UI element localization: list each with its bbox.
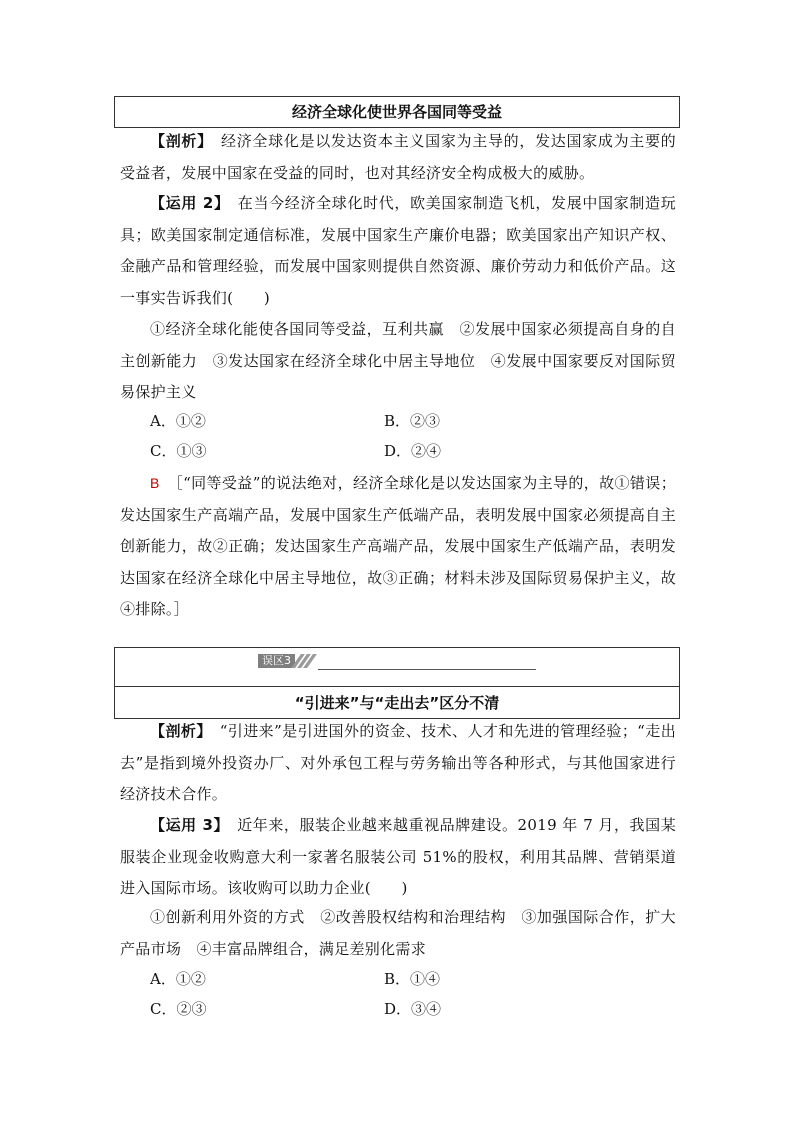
question-2-tag: 【运用 2】 [150,194,223,212]
question-2-explanation [120,468,676,626]
analysis-tag-2: 【剖析】 [150,722,205,740]
question-2-statements: ①经济全球化能使各国同等受益，互利共赢 ②发展中国家必须提高自身的自主创新能力 ③发达国家在经济全球化中居主导地位 ④发展中国家要反对国际贸易保护主义 [120,320,676,401]
zone-label [258,654,314,668]
analysis-text-2: “引进来”是引进国外的资金、技术、人才和先进的管理经验；“走出去”是指到境外投资办厂、对外承包工程与劳务输出等各种形式，与其他国家进行经济技术合作。 [120,722,677,803]
zone-chip: 误区3 [258,654,295,668]
question-2-text: 在当今经济全球化时代，欧美国家制造飞机，发展中国家制造玩具；欧美国家制定通信标准，发展中国家生产廉价电器；欧美国家出产知识产权、金融产品和管理经验，而发展中国家则提供自然资源、廉价劳动力和低价产品。这一事实告诉我们( ) [120,194,676,307]
question-3-option-b: B．①④ [384,970,441,988]
section-2-header-box [114,647,680,719]
question-2-option-d: D．②④ [384,442,442,460]
header-divider [115,686,679,687]
analysis-paragraph-2 [120,716,676,811]
question-2-option-b: B．②③ [384,412,441,430]
question-3-tag: 【运用 3】 [150,816,222,834]
question-2-option-c: C．①③ [150,442,207,460]
question-3-option-c: C．②③ [150,1000,207,1018]
misconception-title-2: “引进来”与“走出去”区分不清 [294,694,500,712]
question-3-statements: ①创新利用外资的方式 ②改善股权结构和治理结构 ③加强国际合作，扩大产品市场 ④丰富品牌组合，满足差别化需求 [120,908,676,958]
question-2-stem [120,188,676,314]
zone-underline [318,669,536,670]
analysis-tag: 【剖析】 [150,132,206,150]
misconception-title-box [114,96,680,128]
explanation-text: ［“同等受益”的说法绝对，经济全球化是以发达国家为主导的，故①错误；发达国家生产高端产品，发展中国家生产低端产品，表明发展中国家必须提高自主创新能力，故②正确；发达国家生产高端产品，发展中国家生产低端产品，表明发达国家在经济全球化中居主导地位，故③正确；材料未涉及国际贸易保护主义，故④排除。］ [120,474,676,618]
question-3-text: 近年来，服装企业越来越重视品牌建设。2019 年 7 月，我国某服装企业现金收购意大利一家著名服装公司 51%的股权，利用其品牌、营销渠道进入国际市场。该收购可以助力企业( ) [120,816,676,897]
analysis-text: 经济全球化是以发达资本主义国家为主导的，发达国家成为主要的受益者，发展中国家在受益的同时，也对其经济安全构成极大的威胁。 [120,132,676,182]
question-3-option-a: A．①② [150,970,206,988]
question-3-option-d: D．③④ [384,1000,442,1018]
question-3-stem [120,810,676,905]
answer-letter: B [150,475,160,491]
question-2-option-a: A．①② [150,412,206,430]
analysis-paragraph [120,126,676,189]
misconception-title: 经济全球化使世界各国同等受益 [291,103,502,121]
zone-stripes-decoration [296,654,314,668]
